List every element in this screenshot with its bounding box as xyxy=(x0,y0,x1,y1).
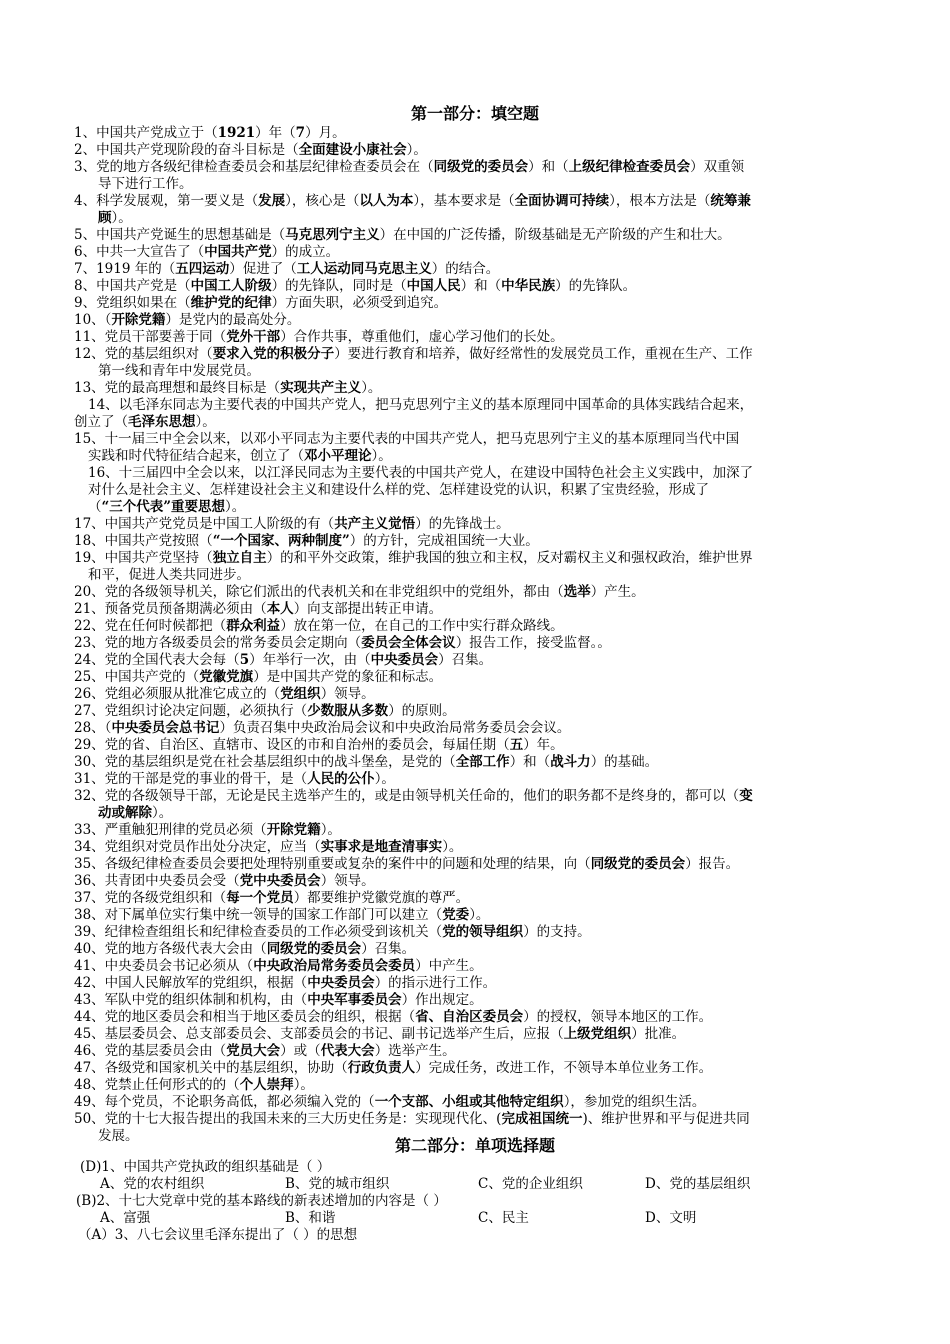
answer-text: 7 xyxy=(295,125,306,141)
line-text: ）年（ xyxy=(255,125,296,141)
line-text: 11、党员干部要善于同（ xyxy=(74,329,227,345)
fill-blank-line xyxy=(74,329,564,346)
fill-blank-line xyxy=(74,533,539,550)
fill-blank-line xyxy=(74,414,216,431)
answer-text: 顾 xyxy=(98,210,112,226)
line-text: ）合作共事，尊重他们，虚心学习他们的长处。 xyxy=(280,329,564,345)
line-text: ），参加党的组织生活。 xyxy=(563,1094,706,1110)
fill-blank-line xyxy=(74,244,339,261)
line-text: 17、中国共产党党员是中国工人阶级的有（ xyxy=(74,516,335,532)
answer-text: 党的领导组织 xyxy=(442,924,524,940)
line-text: 10、（ xyxy=(74,312,112,328)
line-text: ）。 xyxy=(195,414,216,430)
fill-blank-line xyxy=(74,652,492,669)
answer-text: 以人为本 xyxy=(359,193,414,209)
line-text: 36、共青团中央委员会受（ xyxy=(74,873,240,889)
part2-title: 第二部分：单项选择题 xyxy=(394,1136,555,1155)
answer-text: 统筹兼 xyxy=(710,193,751,209)
line-text: ）报告工作，接受监督。。 xyxy=(455,635,611,651)
answer-text: 开除党籍 xyxy=(266,822,321,838)
answer-text: 中央军事委员会 xyxy=(307,992,402,1008)
fill-blank-line xyxy=(74,261,499,278)
line-text: ）。 xyxy=(374,771,395,787)
fill-blank-line xyxy=(98,176,193,193)
answer-text: 共产主义觉悟 xyxy=(334,516,416,532)
fill-blank-line xyxy=(74,924,591,941)
line-text: ）的支持。 xyxy=(523,924,591,940)
line-text: ）中产生。 xyxy=(415,958,483,974)
line-text: 22、党在任何时候都把（ xyxy=(74,618,227,634)
line-text: ）的方针，完成祖国统一大业。 xyxy=(349,533,539,549)
fill-blank-line xyxy=(74,890,469,907)
line-text: 8、中国共产党是（ xyxy=(74,278,191,294)
q2-option-b: B、和谐 xyxy=(285,1210,336,1226)
answer-text: 完成祖国统一 xyxy=(501,1111,583,1127)
answer-text: 变 xyxy=(739,788,753,804)
line-text: ）。 xyxy=(469,907,490,923)
fill-blank-line xyxy=(74,142,427,159)
line-text: ）年。 xyxy=(523,737,564,753)
line-text: ）要进行教育和培养，做好经常性的发展党员工作，重视在生产、工作 xyxy=(334,346,753,362)
line-text: ）的基础。 xyxy=(590,754,659,770)
answer-text: 同级党的委员会 xyxy=(433,159,529,175)
q1-option-c: C、党的企业组织 xyxy=(478,1176,583,1192)
answer-text: 省、自治区委员会 xyxy=(415,1009,524,1025)
answer-text: 中央政治局常务委员会委员 xyxy=(253,958,416,974)
answer-text: 同级党的委员会 xyxy=(590,856,686,872)
fill-blank-line xyxy=(98,805,172,822)
answer-text: 党组织 xyxy=(280,686,321,702)
answer-text: 一个支部、小组或其他特定组织 xyxy=(374,1094,564,1110)
line-text: 31、党的干部是党的事业的骨干，是（ xyxy=(74,771,308,787)
fill-blank-line xyxy=(74,125,346,142)
answer-text: 人民的公仆 xyxy=(307,771,375,787)
line-text: 33、严重触犯刑律的党员必须（ xyxy=(74,822,267,838)
line-text: 39、纪律检查组组长和纪律检查委员的工作必须受到该机关（ xyxy=(74,924,443,940)
answer-text: 实现共产主义 xyxy=(280,380,362,396)
q2-option-c: C、民主 xyxy=(478,1210,529,1226)
fill-blank-line xyxy=(74,958,483,975)
line-text: 43、军队中党的组织体制和机构，由（ xyxy=(74,992,308,1008)
answer-text: 邓小平理论 xyxy=(304,448,372,464)
line-text: ）。 xyxy=(152,805,173,821)
line-text: )、维护世界和平与促进共同 xyxy=(582,1111,750,1127)
line-text: 13、党的最高理想和最终目标是（ xyxy=(74,380,281,396)
fill-blank-line xyxy=(74,771,395,788)
answer-text: 选举 xyxy=(563,584,591,600)
line-text: 37、党的各级党组织和（ xyxy=(74,890,227,906)
line-text: 30、党的基层组织是党在社会基层组织中的战斗堡垒，是党的（ xyxy=(74,754,456,770)
line-text: 42、中国人民解放军的党组织，根据（ xyxy=(74,975,308,991)
fill-blank-line xyxy=(74,788,753,805)
q2-option-d: D、文明 xyxy=(645,1210,697,1226)
line-text: 44、党的地区委员会和相当于地区委员会的组织，根据（ xyxy=(74,1009,416,1025)
line-text: ）的成立。 xyxy=(271,244,340,260)
line-text: ）负责召集中央政治局会议和中央政治局常务委员会会议。 xyxy=(219,720,571,736)
line-text: ）的授权，领导本地区的工作。 xyxy=(523,1009,713,1025)
fill-blank-line xyxy=(74,193,751,210)
line-text: ）双重领 xyxy=(690,159,745,175)
question-3: （A）3、八七会议里毛泽东提出了（ ）的思想 xyxy=(78,1227,358,1243)
line-text: 9、党组织如果在（ xyxy=(74,295,191,311)
fill-blank-line xyxy=(74,516,510,533)
answer-text: 独立自主 xyxy=(212,550,267,566)
line-text: ）都要维护党徽党旗的尊严。 xyxy=(293,890,470,906)
fill-blank-line xyxy=(74,1009,712,1026)
answer-text: 党外干部 xyxy=(226,329,281,345)
fill-blank-line xyxy=(74,431,739,448)
answer-text: 实事求是地查清事实 xyxy=(320,839,443,855)
fill-blank-line xyxy=(74,703,456,720)
line-text: 21、预备党员预备期满必须由（ xyxy=(74,601,267,617)
fill-blank-line xyxy=(74,1026,685,1043)
answer-text: 1921 xyxy=(217,125,256,141)
line-text: 45、基层委员会、总支部委员会、支部委员会的书记、副书记选举产生后，应报（ xyxy=(74,1026,564,1042)
answer-text: 中央委员会总书记 xyxy=(111,720,220,736)
line-text: ），核心是（ xyxy=(285,193,360,209)
q2-option-a: A、富强 xyxy=(100,1210,151,1226)
line-text: 15、十一届三中全会以来，以邓小平同志为主要代表的中国共产党人，把马克思列宁主义的基本原理同当代中国 xyxy=(74,431,740,447)
line-text: ）和（ xyxy=(460,278,502,294)
line-text: 41、中央委员会书记必须从（ xyxy=(74,958,254,974)
line-text: 16、十三届四中全会以来，以江泽民同志为主要代表的中国共产党人，在建设中国特色社会主义实践中，加深了 xyxy=(88,465,754,481)
line-text: ）召集。 xyxy=(361,941,416,957)
fill-blank-line xyxy=(74,737,564,754)
question-2: (B)2、十七大党章中党的基本路线的新表述增加的内容是（ ） xyxy=(76,1193,447,1209)
line-text: 24、党的全国代表大会每（ xyxy=(74,652,240,668)
answer-text: 中国共产党 xyxy=(204,244,272,260)
line-text: 34、党组织对党员作出处分决定，应当（ xyxy=(74,839,321,855)
answer-text: 毛泽东思想 xyxy=(128,414,196,430)
line-text: ）的指示进行工作。 xyxy=(374,975,497,991)
line-text: 12、党的基层组织对（ xyxy=(74,346,213,362)
answer-text: 马克思列宁主义 xyxy=(285,227,380,243)
line-text: ）或（ xyxy=(280,1043,321,1059)
answer-text: 党中央委员会 xyxy=(239,873,321,889)
line-text: ）和（ xyxy=(509,754,551,770)
answer-text: 上级党组织 xyxy=(563,1026,632,1042)
line-text: ）向支部提出转正申请。 xyxy=(293,601,443,617)
line-text: ）的先锋队。 xyxy=(555,278,637,294)
fill-blank-line xyxy=(88,499,245,516)
question-1: (D)1、中国共产党执政的组织基础是（ ） xyxy=(80,1159,331,1175)
fill-blank-line xyxy=(88,448,392,465)
fill-blank-line xyxy=(74,856,739,873)
fill-blank-line xyxy=(74,1094,705,1111)
fill-blank-line xyxy=(74,822,341,839)
line-text: ）批准。 xyxy=(631,1026,686,1042)
line-text: 1、中国共产党成立于（ xyxy=(74,125,218,141)
line-text: 第一线和青年中发展党员。 xyxy=(98,363,260,379)
line-text: （ xyxy=(88,499,102,515)
answer-text: 上级纪律检查委员会 xyxy=(568,159,691,175)
answer-text: 代表大会 xyxy=(320,1043,375,1059)
answer-text: 中华民族 xyxy=(501,278,556,294)
line-text: 导下进行工作。 xyxy=(98,176,193,192)
fill-blank-line xyxy=(74,312,300,329)
line-text: ）放在第一位，在自己的工作中实行群众路线。 xyxy=(280,618,564,634)
answer-text: 发展 xyxy=(258,193,286,209)
answer-text: 五 xyxy=(509,737,524,753)
line-text: ）。 xyxy=(225,499,246,515)
line-text: 实践和时代特征结合起来，创立了（ xyxy=(88,448,304,464)
line-text: 5、中国共产党诞生的思想基础是（ xyxy=(74,227,286,243)
fill-blank-line xyxy=(74,550,753,567)
answer-text: 维护党的纪律 xyxy=(190,295,272,311)
fill-blank-line xyxy=(98,210,132,227)
line-text: ）是中国共产党的象征和标志。 xyxy=(253,669,443,685)
fill-blank-line xyxy=(74,669,442,686)
answer-text: “一个国家、两种制度” xyxy=(212,533,350,549)
answer-text: 党委 xyxy=(442,907,470,923)
line-text: ）的结合。 xyxy=(431,261,500,277)
line-text: ）报告。 xyxy=(685,856,740,872)
line-text: 26、党组必须服从批准它成立的（ xyxy=(74,686,281,702)
fill-blank-line xyxy=(88,567,250,584)
line-text: 发展。 xyxy=(98,1128,139,1144)
line-text: ）。 xyxy=(320,822,341,838)
line-text: ）选举产生。 xyxy=(374,1043,456,1059)
line-text: 4、科学发展观，第一要义是（ xyxy=(74,193,259,209)
line-text: ）完成任务，改进工作，不领导本单位业务工作。 xyxy=(415,1060,713,1076)
line-text: ）领导。 xyxy=(320,873,375,889)
fill-blank-line xyxy=(74,1111,750,1128)
line-text: 创立了（ xyxy=(74,414,128,430)
line-text: ）。 xyxy=(293,1077,314,1093)
line-text: 3、党的地方各级纪律检查委员会和基层纪律检查委员会在（ xyxy=(74,159,434,175)
fill-blank-line xyxy=(74,635,611,652)
line-text: ）产生。 xyxy=(590,584,645,600)
line-text: ）。 xyxy=(371,448,392,464)
line-text: 50、党的十七大报告提出的我国未来的三大历史任务是：实现现代化、( xyxy=(74,1111,502,1127)
fill-blank-line xyxy=(74,992,483,1009)
answer-text: “三个代表”重要思想 xyxy=(101,499,226,515)
fill-blank-line xyxy=(88,482,709,499)
fill-blank-line xyxy=(74,839,462,856)
line-text: ）。 xyxy=(406,142,427,158)
answer-text: 要求入党的积极分子 xyxy=(212,346,335,362)
line-text: 46、党的基层委员会由（ xyxy=(74,1043,227,1059)
answer-text: 五四运动 xyxy=(175,261,230,277)
fill-blank-line xyxy=(74,618,564,635)
answer-text: 中央委员会 xyxy=(307,975,375,991)
line-text: 27、党组织讨论决定问题，必须执行（ xyxy=(74,703,308,719)
answer-text: 少数服从多数 xyxy=(307,703,389,719)
answer-text: 工人运动同马克思主义 xyxy=(296,261,432,277)
line-text: 20、党的各级领导机关，除它们派出的代表机关和在非党组织中的党组外，都由（ xyxy=(74,584,564,600)
answer-text: 全面建设小康社会 xyxy=(298,142,407,158)
line-text: 6、中共一大宣告了（ xyxy=(74,244,205,260)
answer-text: 群众利益 xyxy=(226,618,281,634)
answer-text: 党徽党旗 xyxy=(199,669,254,685)
line-text: 47、各级党和国家机关中的基层组织，协助（ xyxy=(74,1060,348,1076)
answer-text: 个人崇拜 xyxy=(239,1077,294,1093)
line-text: 18、中国共产党按照（ xyxy=(74,533,213,549)
fill-blank-line xyxy=(74,380,381,397)
fill-blank-line xyxy=(74,686,375,703)
line-text: ）促进了（ xyxy=(229,261,297,277)
line-text: 49、每个党员，不论职务高低，都必须编入党的（ xyxy=(74,1094,375,1110)
line-text: 对什么是社会主义、怎样建设社会主义和建设什么样的党、怎样建设党的认识，积累了宝贵经验，形成了 xyxy=(88,482,709,498)
line-text: ）月。 xyxy=(305,125,346,141)
line-text: ）作出规定。 xyxy=(401,992,483,1008)
line-text: 35、各级纪律检查委员会要把处理特别重要或复杂的案件中的问题和处理的结果，向（ xyxy=(74,856,591,872)
answer-text: 全面协调可持续 xyxy=(514,193,610,209)
line-text: ）领导。 xyxy=(320,686,375,702)
fill-blank-line xyxy=(88,397,753,414)
line-text: ）的先锋队，同时是（ xyxy=(271,278,407,294)
answer-text: 同级党的委员会 xyxy=(266,941,362,957)
q1-option-a: A、党的农村组织 xyxy=(100,1176,205,1192)
answer-text: 行政负责人 xyxy=(347,1060,416,1076)
fill-blank-line xyxy=(74,754,658,771)
answer-text: 每一个党员 xyxy=(226,890,294,906)
line-text: ）是党内的最高处分。 xyxy=(165,312,301,328)
fill-blank-line xyxy=(74,278,636,295)
fill-blank-line xyxy=(74,907,489,924)
answer-text: 战斗力 xyxy=(550,754,591,770)
line-text: ）召集。 xyxy=(438,652,493,668)
line-text: 38、对下属单位实行集中统一领导的国家工作部门可以建立（ xyxy=(74,907,443,923)
fill-blank-line xyxy=(74,975,496,992)
line-text: ）方面失职，必须受到追究。 xyxy=(271,295,448,311)
line-text: 2、中国共产党现阶段的奋斗目标是（ xyxy=(74,142,299,158)
line-text: 28、（ xyxy=(74,720,112,736)
answer-text: 中国人民 xyxy=(406,278,461,294)
q1-option-d: D、党的基层组织 xyxy=(645,1176,751,1192)
line-text: 19、中国共产党坚持（ xyxy=(74,550,213,566)
answer-text: 委员会全体会议 xyxy=(361,635,456,651)
line-text: 29、党的省、自治区、直辖市、设区的市和自治州的委员会，每届任期（ xyxy=(74,737,510,753)
answer-text: 开除党籍 xyxy=(111,312,166,328)
line-text: ）的和平外交政策，维护我国的独立和主权，反对霸权主义和强权政治，维护世界 xyxy=(266,550,753,566)
line-text: ）年举行一次，由（ xyxy=(249,652,371,668)
fill-blank-line xyxy=(74,601,442,618)
answer-text: 动或解除 xyxy=(98,805,152,821)
fill-blank-line xyxy=(88,465,753,482)
answer-text: 5 xyxy=(239,652,250,668)
fill-blank-line xyxy=(74,227,731,244)
answer-text: 中央委员会 xyxy=(370,652,439,668)
line-text: 和平，促进人类共同进步。 xyxy=(88,567,250,583)
fill-blank-line xyxy=(74,941,415,958)
line-text: 23、党的地方各级委员会的常务委员会定期向（ xyxy=(74,635,362,651)
line-text: ）。 xyxy=(111,210,132,226)
line-text: ），基本要求是（ xyxy=(413,193,515,209)
line-text: ），根本方法是（ xyxy=(609,193,711,209)
answer-text: 中国工人阶级 xyxy=(190,278,272,294)
line-text: ）。 xyxy=(442,839,463,855)
line-text: 14、以毛泽东同志为主要代表的中国共产党人，把马克思列宁主义的基本原理同中国革命的具体实践结合起来， xyxy=(88,397,754,413)
line-text: 48、党禁止任何形式的的（ xyxy=(74,1077,240,1093)
fill-blank-line xyxy=(74,346,753,363)
line-text: 32、党的各级领导干部，无论是民主选举产生的，或是由领导机关任命的，他们的职务都不是终身的，都可以（ xyxy=(74,788,740,804)
line-text: ）和（ xyxy=(528,159,569,175)
fill-blank-line xyxy=(74,159,744,176)
line-text: ）。 xyxy=(361,380,382,396)
q1-option-b: B、党的城市组织 xyxy=(285,1176,390,1192)
line-text: 25、中国共产党的（ xyxy=(74,669,200,685)
line-text: 7、1919 年的（ xyxy=(74,261,176,277)
answer-text: 全部工作 xyxy=(455,754,510,770)
fill-blank-line xyxy=(74,295,447,312)
line-text: ）的原则。 xyxy=(388,703,456,719)
answer-text: 党员大会 xyxy=(226,1043,281,1059)
line-text: ）的先锋战士。 xyxy=(415,516,510,532)
fill-blank-line xyxy=(74,720,570,737)
fill-blank-line xyxy=(74,1043,456,1060)
line-text: 40、党的地方各级代表大会由（ xyxy=(74,941,267,957)
fill-blank-line xyxy=(74,1060,712,1077)
fill-blank-line xyxy=(74,873,375,890)
fill-blank-line xyxy=(98,363,260,380)
fill-blank-line xyxy=(74,584,645,601)
part1-title: 第一部分：填空题 xyxy=(410,104,539,123)
line-text: ）在中国的广泛传播，阶级基础是无产阶级的产生和壮大。 xyxy=(379,227,731,243)
fill-blank-line xyxy=(74,1077,314,1094)
answer-text: 本人 xyxy=(266,601,294,617)
